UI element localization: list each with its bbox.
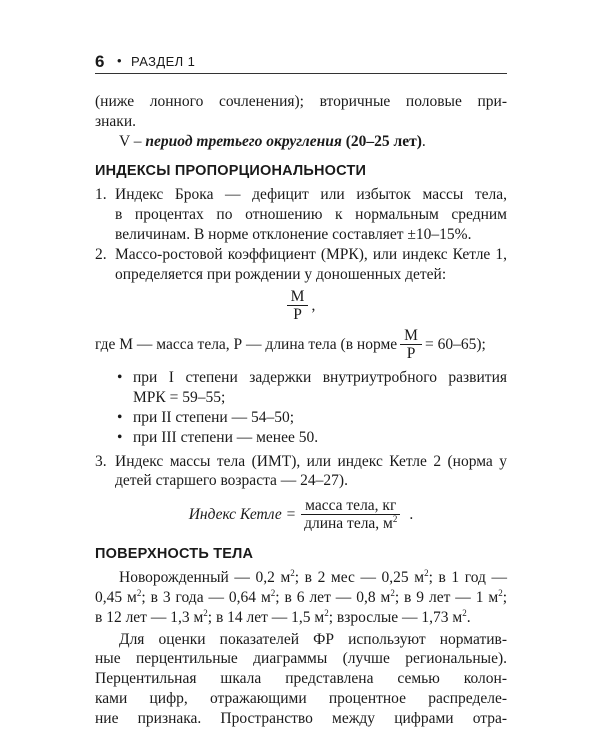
list-item-1 — [95, 185, 507, 244]
list-item-3 — [95, 452, 507, 492]
section-label: РАЗДЕЛ 1 — [131, 54, 196, 69]
bullet-item — [117, 428, 507, 448]
heading-proportionality: ИНДЕКСЫ ПРОПОРЦИОНАЛЬНОСТИ — [95, 163, 367, 180]
intro-line-2: знаки. — [95, 112, 136, 130]
item-number: 1. — [95, 186, 107, 204]
sup-2: 2 — [462, 607, 467, 618]
sup-2: 2 — [270, 587, 276, 598]
item-number: 3. — [95, 452, 107, 470]
period-prefix: V – — [119, 132, 142, 150]
sup-2: 2 — [324, 607, 329, 618]
period-range: (20–25 лет) — [345, 132, 422, 150]
item3-line-2: детей старшего возраста — 24–27). — [115, 472, 348, 490]
bullet-3-line-1: при III степени — менее 50. — [133, 428, 319, 446]
formula-suffix: , — [311, 296, 316, 314]
surface-line-1 — [95, 568, 507, 588]
item3-line-1: Индекс массы тела (ИМТ), или индекс Кетле 2 (норма у — [115, 452, 507, 470]
sup-2: 2 — [390, 587, 395, 598]
bullet-1-line-1: при I степени задержки внутриутробного развития — [133, 369, 507, 387]
surface-value: ; в 1 год — — [428, 569, 508, 587]
percentile-line-4: ками цифр, отражающими процентное распределе- — [95, 689, 507, 707]
bullet-icon: • — [117, 53, 122, 68]
fraction-m-p-inline — [400, 327, 422, 362]
bullet-list — [117, 368, 507, 447]
fraction-denominator: P — [293, 306, 302, 324]
heading-body-surface: ПОВЕРХНОСТЬ ТЕЛА — [95, 546, 254, 563]
page-body — [95, 92, 507, 729]
list-item-2 — [95, 245, 507, 285]
surface-value: . — [466, 608, 471, 626]
where-line — [95, 327, 507, 362]
period-line — [95, 132, 507, 152]
bullet-item — [117, 408, 507, 428]
surface-line-3 — [95, 608, 507, 628]
surface-value: 0,45 м — [95, 588, 137, 606]
period-name: период третьего округления — [145, 132, 342, 150]
sup-2: 2 — [424, 568, 429, 578]
period-end: . — [421, 132, 426, 150]
surface-value: ; в 2 мес — 0,25 м — [294, 569, 425, 587]
surface-value: ; в 6 лет — 0,8 м — [275, 588, 391, 606]
formula-ketle — [95, 497, 507, 532]
item1-line-1: Индекс Брока — дефицит или избыток массы тела, — [115, 186, 507, 204]
bullet-icon: • — [117, 369, 123, 387]
where-text: где М — масса тела, Р — длина тела (в норме — [95, 335, 398, 353]
fraction-mass-height — [300, 497, 401, 532]
percentile-line-1: Для оценки показателей ФР используют норматив- — [119, 630, 507, 648]
fraction-denominator: P — [406, 345, 416, 363]
item2-line-1: Массо-ростовой коэффициент (МРК), или индекс Кетле 1, — [115, 245, 507, 263]
fraction-m-p — [287, 288, 309, 323]
fraction-numerator: масса тела, кг — [301, 497, 400, 515]
bullet-1-line-2: МРК = 59–55; — [133, 389, 226, 407]
formula-mrk — [95, 288, 507, 323]
bullet-icon: • — [117, 408, 123, 426]
fraction-numerator: M — [400, 327, 422, 345]
sup-2: 2 — [203, 607, 208, 618]
percentile-line-3: Перцентильная шкала представлена семью колон- — [95, 670, 507, 688]
percentile-line-2: ные перцентильные диаграммы (лучше региональные). — [95, 650, 507, 668]
where-norm: = 60–65); — [424, 335, 486, 353]
bullet-2-line-1: при II степени — 54–50; — [133, 408, 295, 426]
page-number: 6 — [95, 52, 105, 71]
surface-value: ; взрослые — 1,73 м — [328, 608, 463, 626]
surface-value: ; в 3 года — 0,64 м — [141, 588, 271, 606]
formula-suffix: . — [409, 505, 414, 523]
sup-2: 2 — [136, 587, 142, 598]
surface-value: ; в 14 лет — 1,5 м — [207, 608, 325, 626]
surface-line-2 — [95, 588, 507, 608]
fraction-numerator: M — [287, 288, 309, 306]
item-number: 2. — [95, 245, 107, 263]
item1-line-2: в процентах по отношению к нормальным средним — [115, 206, 507, 224]
bullet-item — [117, 368, 507, 408]
intro-line-1: (ниже лонного сочленения); вторичные половые при- — [95, 93, 507, 110]
percentile-line-5: ние признака. Пространство между цифрами отра- — [95, 709, 507, 727]
surface-value: ; в 9 лет — 1 м — [394, 588, 499, 606]
surface-value: ; — [502, 588, 508, 606]
denominator-text: длина тела, м — [304, 515, 393, 533]
formula-label: Индекс Кетле = — [188, 505, 297, 523]
fraction-denominator — [300, 515, 401, 532]
item1-line-3: величинам. В норме отклонение составляет ±10–15%. — [115, 225, 472, 243]
item2-line-2: определяется при рождении у доношенных детей: — [115, 265, 447, 283]
header-rule — [95, 73, 507, 74]
sup-2: 2 — [498, 587, 503, 598]
denominator-sup: 2 — [392, 514, 398, 524]
sup-2: 2 — [290, 568, 295, 578]
running-head — [95, 52, 507, 74]
bullet-icon: • — [117, 428, 123, 446]
surface-value: Новорожденный — 0,2 м — [119, 569, 291, 587]
surface-value: в 12 лет — 1,3 м — [95, 608, 204, 626]
